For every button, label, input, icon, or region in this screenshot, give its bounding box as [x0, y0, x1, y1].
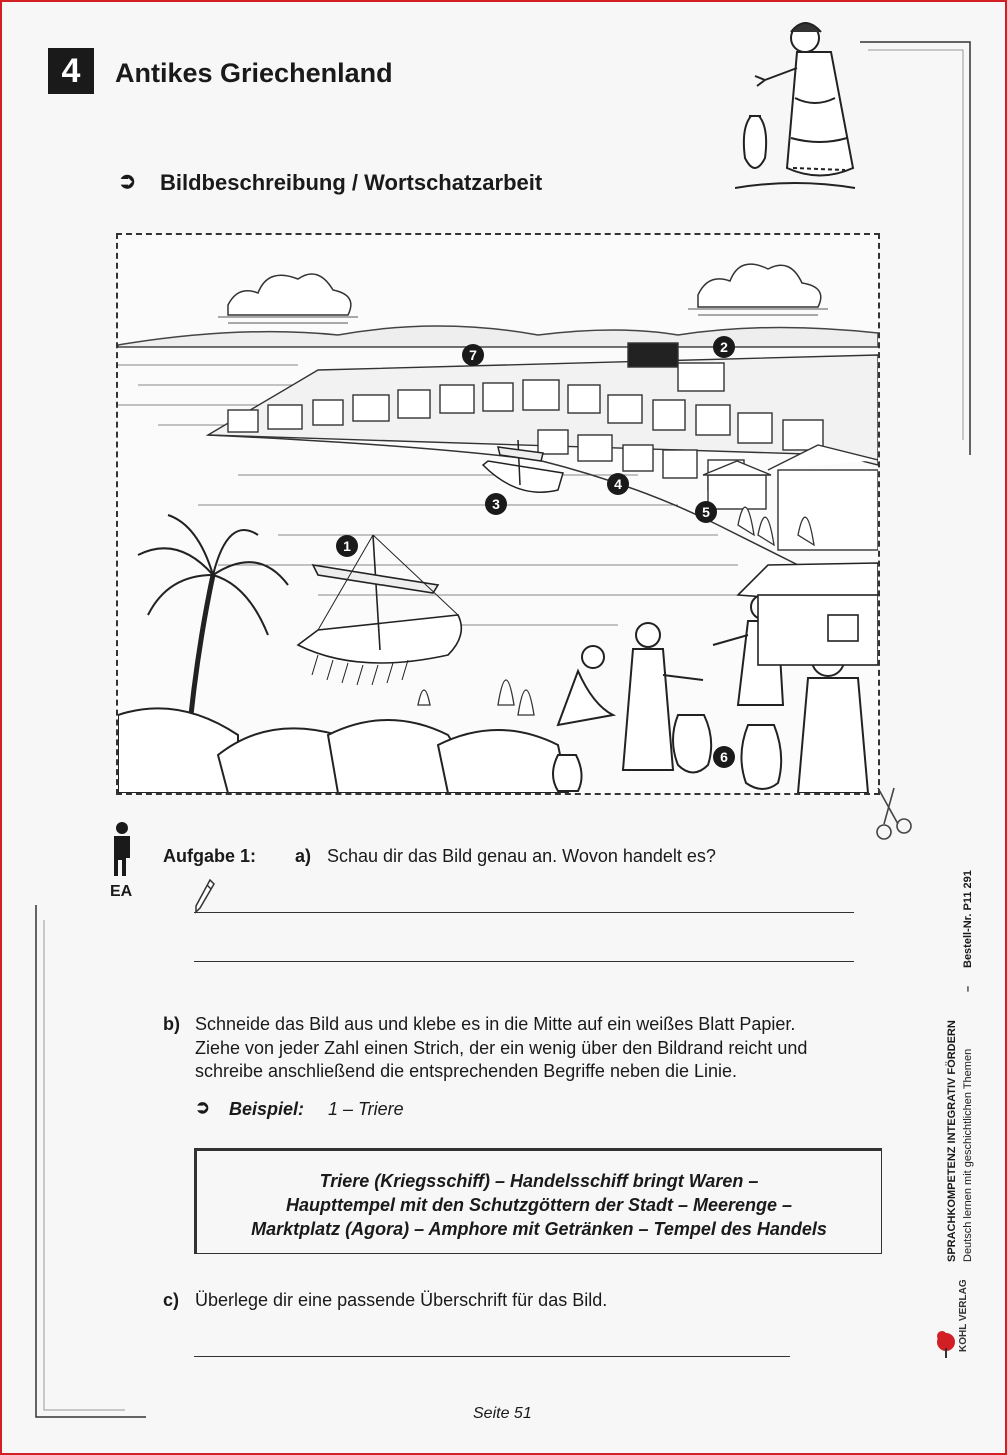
task-label: Aufgabe 1: — [163, 846, 257, 866]
word-box-line3: Marktplatz (Agora) – Amphore mit Getränken – Tempel des Handels — [251, 1219, 827, 1239]
page-title: Antikes Griechenland — [115, 58, 393, 88]
svg-text:7: 7 — [469, 347, 477, 363]
pencil-icon — [194, 878, 216, 914]
task-c-label: c) — [163, 1290, 180, 1310]
publisher-logo-icon — [936, 1326, 956, 1360]
task-b-line3: schreibe anschließend die entsprechenden Begriffe neben die Linie. — [195, 1061, 738, 1081]
arrow-icon: ➲ — [118, 168, 137, 193]
svg-text:4: 4 — [614, 476, 622, 492]
marker-4 — [607, 473, 629, 495]
marker-1 — [336, 535, 358, 557]
answer-line-a2[interactable] — [194, 961, 854, 962]
task-b-line2: Ziehe von jeder Zahl einen Strich, der ein wenig über den Bildrand reicht und — [195, 1038, 808, 1058]
task-b-label: b) — [163, 1014, 180, 1034]
word-box-line2: Haupttempel mit den Schutzgöttern der Stadt – Meerenge – — [285, 1195, 793, 1215]
publisher-name: KOHL VERLAG — [958, 1279, 969, 1352]
word-box-line1: Triere (Kriegsschiff) – Handelsschiff bringt Waren – — [319, 1171, 759, 1191]
task-b-line1: Schneide das Bild aus und klebe es in die Mitte auf ein weißes Blatt Papier. — [195, 1014, 796, 1034]
svg-text:5: 5 — [702, 504, 710, 520]
example-label: Beispiel: — [229, 1099, 305, 1119]
marker-5 — [695, 501, 717, 523]
marker-2 — [713, 336, 735, 358]
task-a-text: Schau dir das Bild genau an. Wovon handelt es? — [327, 846, 716, 866]
sidebar-order-number: Bestell-Nr. P11 291 — [962, 870, 974, 968]
sidebar-series-subtitle: Deutsch lernen mit geschichtlichen Themen — [962, 1048, 974, 1262]
page-number: Seite 51 — [473, 1405, 532, 1422]
person-icon — [108, 820, 138, 882]
marker-6 — [713, 746, 735, 768]
svg-text:3: 3 — [492, 496, 500, 512]
sidebar-separator: – — [962, 985, 974, 992]
example-arrow-icon: ➲ — [195, 1097, 211, 1117]
marker-3 — [485, 493, 507, 515]
greek-woman-illustration — [735, 18, 860, 196]
word-box — [194, 1148, 882, 1254]
answer-line-a1[interactable] — [194, 912, 854, 913]
marker-7 — [462, 344, 484, 366]
chapter-number: 4 — [48, 48, 94, 94]
sidebar-series-title: SPRACHKOMPETENZ INTEGRATIV FÖRDERN — [946, 1020, 958, 1262]
ea-label: EA — [110, 883, 133, 900]
harbor-illustration — [116, 233, 880, 795]
scissors-icon — [872, 786, 916, 848]
section-title: Bildbeschreibung / Wortschatzarbeit — [160, 170, 543, 195]
task-a-label: a) — [295, 846, 312, 866]
svg-text:2: 2 — [720, 339, 728, 355]
harbor-scene — [118, 235, 878, 793]
answer-line-c[interactable] — [194, 1356, 790, 1357]
svg-text:6: 6 — [720, 749, 728, 765]
svg-text:1: 1 — [343, 538, 351, 554]
task-c-text: Überlege dir eine passende Überschrift für das Bild. — [195, 1290, 608, 1310]
example-text: 1 – Triere — [328, 1099, 404, 1119]
